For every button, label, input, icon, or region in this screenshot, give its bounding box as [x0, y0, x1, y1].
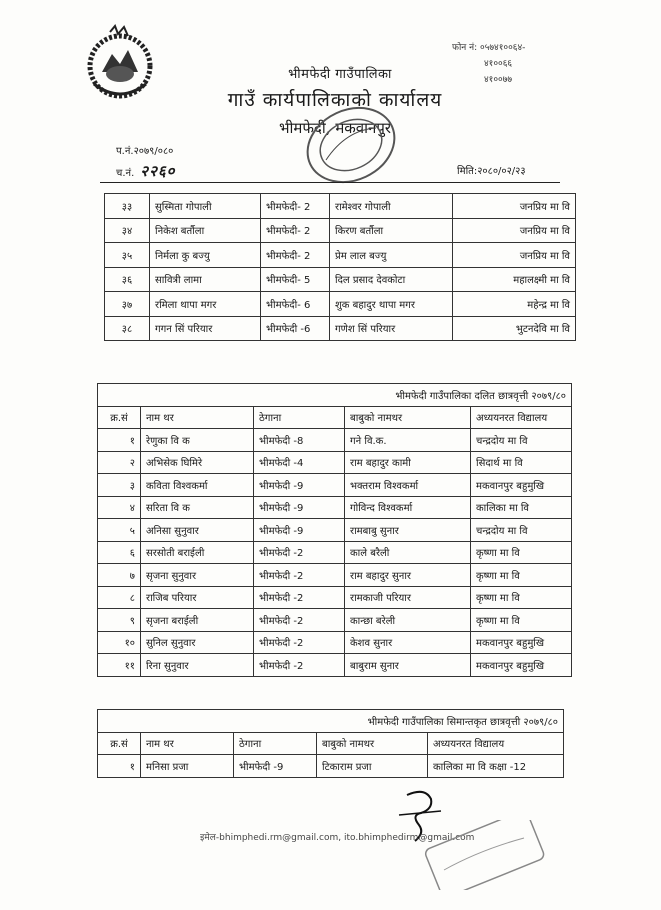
- cell-address: भीमफेदी -8: [254, 429, 345, 452]
- cell-name: सावित्री लामा: [150, 267, 261, 292]
- cell-serial: ११: [98, 654, 141, 677]
- cell-school: महेन्द्र मा वि: [453, 292, 576, 317]
- cell-father-name: रामेश्वर गोपाली: [330, 194, 453, 219]
- header-divider: [100, 182, 560, 183]
- cell-name: सुनिल सुनुवार: [141, 631, 254, 654]
- cell-father-name: राम बहादुर कामी: [345, 451, 471, 474]
- table-row: [105, 316, 576, 341]
- cell-address: भीमफेदी -6: [261, 316, 330, 341]
- table-header-row: [98, 732, 564, 755]
- cell-name: रेणुका वि क: [141, 429, 254, 452]
- cell-serial: ५: [98, 519, 141, 542]
- dispatch-number: [116, 161, 175, 181]
- cell-father-name: गोविन्द विश्वकर्मा: [345, 496, 471, 519]
- cell-address: भीमफेदी -9: [254, 519, 345, 542]
- table-row: [98, 541, 572, 564]
- cell-serial: ३६: [105, 267, 150, 292]
- cell-school: जनप्रिय मा वि: [453, 218, 576, 243]
- reference-number: प.नं.२०७९/०८०: [116, 146, 174, 157]
- column-header: अध्ययनरत विद्यालय: [471, 406, 572, 429]
- column-header: क्र.सं: [98, 732, 141, 755]
- column-header: बाबुको नामथर: [345, 406, 471, 429]
- cell-father-name: कान्छा बरेली: [345, 609, 471, 632]
- scholarship-table-continued: [104, 193, 576, 341]
- cell-address: भीमफेदी -2: [254, 586, 345, 609]
- cell-serial: १: [98, 755, 141, 778]
- table-row: [98, 631, 572, 654]
- table-row: [98, 474, 572, 497]
- office-location: भीमफेदी, मकवानपुर: [278, 119, 392, 137]
- cell-serial: ६: [98, 541, 141, 564]
- cell-name: कविता विश्वकर्मा: [141, 474, 254, 497]
- table-row: [105, 267, 576, 292]
- cell-father-name: भक्तराम विश्वकर्मा: [345, 474, 471, 497]
- cell-serial: ३४: [105, 218, 150, 243]
- cell-name: मनिसा प्रजा: [141, 755, 234, 778]
- phone-number: फोन नं: ०५७४१००६४-: [452, 43, 526, 53]
- column-header: नाम थर: [141, 732, 234, 755]
- cell-father-name: रामकाजी परियार: [345, 586, 471, 609]
- office-title: गाउँ कार्यपालिकाको कार्यालय: [227, 89, 443, 111]
- table-title: भीमफेदी गाउँपालिका सिमान्तकृत छात्रवृत्ती २०७९/८०: [98, 710, 564, 733]
- cell-name: सरसोती बराईली: [141, 541, 254, 564]
- cell-father-name: बाबुराम सुनार: [345, 654, 471, 677]
- cell-address: भीमफेदी- 2: [261, 194, 330, 219]
- cell-serial: ३: [98, 474, 141, 497]
- cell-serial: ३५: [105, 243, 150, 268]
- cell-father-name: शुक बहादुर थापा मगर: [330, 292, 453, 317]
- cell-address: भीमफेदी -2: [254, 654, 345, 677]
- table-row: [98, 519, 572, 542]
- cell-school: कृष्णा मा वि: [471, 609, 572, 632]
- cell-father-name: गणेश सिं परियार: [330, 316, 453, 341]
- cell-school: सिदार्थ मा वि: [471, 451, 572, 474]
- cell-father-name: रामबाबु सुनार: [345, 519, 471, 542]
- dalit-scholarship-table: [97, 383, 572, 677]
- cell-name: रिना सुनुवार: [141, 654, 254, 677]
- table-row: [98, 564, 572, 587]
- table-row: [98, 755, 564, 778]
- cell-school: भुटनदेवि मा वि: [453, 316, 576, 341]
- table-row: [98, 609, 572, 632]
- cell-serial: ३७: [105, 292, 150, 317]
- cell-father-name: प्रेम लाल बज्यु: [330, 243, 453, 268]
- column-header: बाबुको नामथर: [317, 732, 428, 755]
- cell-address: भीमफेदी- 2: [261, 218, 330, 243]
- cell-school: कृष्णा मा वि: [471, 564, 572, 587]
- cell-serial: ८: [98, 586, 141, 609]
- cell-name: सरिता वि क: [141, 496, 254, 519]
- cell-father-name: दिल प्रसाद देवकोटा: [330, 267, 453, 292]
- phone-number-2: ४१००६६: [484, 59, 513, 69]
- cell-name: अभिसेक घिमिरे: [141, 451, 254, 474]
- table-row: [105, 292, 576, 317]
- cell-name: रमिला थापा मगर: [150, 292, 261, 317]
- phone-number-3: ४१००७७: [484, 75, 513, 85]
- cell-school: मकवानपुर बहुमुखि: [471, 654, 572, 677]
- letter-date: मिति:२०८०/०२/२३: [457, 166, 526, 177]
- table-row: [98, 429, 572, 452]
- contact-email: इमेल-bhimphedi.rm@gmail.com, ito.bhimphedirm@gmail.com: [200, 833, 475, 843]
- municipality-name: भीमफेदी गाउँपालिका: [288, 67, 392, 82]
- cell-school: कालिका मा वि: [471, 496, 572, 519]
- cell-school: मकवानपुर बहुमुखि: [471, 474, 572, 497]
- cell-address: भीमफेदी -2: [254, 541, 345, 564]
- table-row: [98, 496, 572, 519]
- dispatch-label: च.नं.: [116, 168, 135, 179]
- column-header: क्र.सं: [98, 406, 141, 429]
- cell-school: जनप्रिय मा वि: [453, 194, 576, 219]
- cell-address: भीमफेदी -9: [234, 755, 317, 778]
- nepal-emblem-logo: [80, 24, 160, 104]
- table-row: [98, 451, 572, 474]
- cell-address: भीमफेदी- 6: [261, 292, 330, 317]
- marginalized-scholarship-table: [97, 709, 564, 778]
- cell-school: कृष्णा मा वि: [471, 586, 572, 609]
- dispatch-value: २२६०: [140, 162, 176, 180]
- table-row: [105, 194, 576, 219]
- cell-name: निकेश बर्तौला: [150, 218, 261, 243]
- cell-serial: ३३: [105, 194, 150, 219]
- cell-address: भीमफेदी -4: [254, 451, 345, 474]
- table-row: [105, 243, 576, 268]
- cell-school: कृष्णा मा वि: [471, 541, 572, 564]
- cell-serial: ९: [98, 609, 141, 632]
- table-row: [98, 586, 572, 609]
- cell-name: सुस्मिता गोपाली: [150, 194, 261, 219]
- cell-name: सृजना सुनुवार: [141, 564, 254, 587]
- cell-name: निर्मला कु बज्यु: [150, 243, 261, 268]
- official-stamp: [420, 820, 550, 890]
- cell-name: गगन सिं परियार: [150, 316, 261, 341]
- cell-school: कालिका मा वि कक्षा -12: [428, 755, 564, 778]
- cell-serial: १: [98, 429, 141, 452]
- cell-name: सृजना बराईली: [141, 609, 254, 632]
- cell-father-name: किरण बर्तौला: [330, 218, 453, 243]
- table-title-row: [98, 384, 572, 407]
- cell-address: भीमफेदी -2: [254, 564, 345, 587]
- table-title-row: [98, 710, 564, 733]
- column-header: अध्ययनरत विद्यालय: [428, 732, 564, 755]
- cell-address: भीमफेदी -2: [254, 609, 345, 632]
- cell-address: भीमफेदी- 5: [261, 267, 330, 292]
- table-row: [105, 218, 576, 243]
- column-header: नाम थर: [141, 406, 254, 429]
- cell-father-name: राम बहादुर सुनार: [345, 564, 471, 587]
- cell-serial: ३८: [105, 316, 150, 341]
- cell-serial: ४: [98, 496, 141, 519]
- table-header-row: [98, 406, 572, 429]
- column-header: ठेगाना: [254, 406, 345, 429]
- cell-address: भीमफेदी- 2: [261, 243, 330, 268]
- cell-father-name: टिकाराम प्रजा: [317, 755, 428, 778]
- cell-name: राजिब परियार: [141, 586, 254, 609]
- cell-father-name: गने वि.क.: [345, 429, 471, 452]
- cell-father-name: केशव सुनार: [345, 631, 471, 654]
- cell-address: भीमफेदी -2: [254, 631, 345, 654]
- cell-name: अनिसा सुनुवार: [141, 519, 254, 542]
- cell-address: भीमफेदी -9: [254, 496, 345, 519]
- office-stamp: [296, 100, 406, 190]
- table-row: [98, 654, 572, 677]
- cell-school: चन्द्रदोय मा वि: [471, 429, 572, 452]
- cell-school: महालक्ष्मी मा वि: [453, 267, 576, 292]
- cell-serial: २: [98, 451, 141, 474]
- cell-school: मकवानपुर बहुमुखि: [471, 631, 572, 654]
- cell-school: चन्द्रदोय मा वि: [471, 519, 572, 542]
- table-title: भीमफेदी गाउँपालिका दलित छात्रवृत्ती २०७९/८०: [98, 384, 572, 407]
- column-header: ठेगाना: [234, 732, 317, 755]
- cell-father-name: काले बरैली: [345, 541, 471, 564]
- cell-serial: १०: [98, 631, 141, 654]
- cell-school: जनप्रिय मा वि: [453, 243, 576, 268]
- cell-address: भीमफेदी -9: [254, 474, 345, 497]
- cell-serial: ७: [98, 564, 141, 587]
